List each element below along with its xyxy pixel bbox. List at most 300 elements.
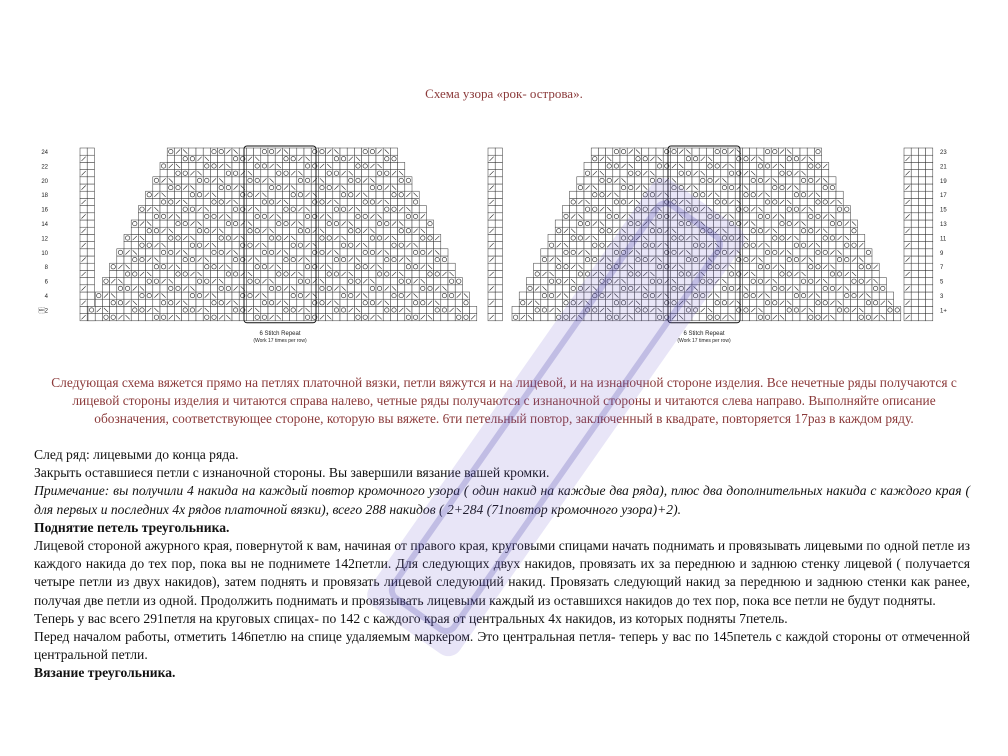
right-pyramid-cell — [591, 198, 598, 205]
right-pyramid-cell — [865, 249, 872, 256]
center-column-cell — [495, 206, 502, 213]
right-pyramid-cell — [512, 306, 519, 313]
left-pyramid-cell — [304, 278, 311, 285]
left-pyramid-cell — [189, 213, 196, 220]
left-pyramid-cell — [398, 278, 405, 285]
left-pyramid-cell — [167, 299, 174, 306]
row-number-left: 12 — [41, 236, 48, 243]
left-pyramid-cell — [182, 314, 189, 321]
left-pyramid-cell — [340, 213, 347, 220]
right-pyramid-cell — [606, 314, 613, 321]
right-pyramid-cell — [584, 242, 591, 249]
left-pyramid-cell — [203, 148, 210, 155]
right-edge-column-cell — [911, 170, 918, 177]
left-pyramid-cell — [196, 198, 203, 205]
left-pyramid-cell — [311, 299, 318, 306]
right-pyramid-cell — [591, 263, 598, 270]
left-pyramid-cell — [218, 198, 225, 205]
right-pyramid-cell — [570, 220, 577, 227]
left-pyramid-cell — [232, 220, 239, 227]
left-pyramid-cell — [326, 242, 333, 249]
left-pyramid-cell — [290, 191, 297, 198]
left-pyramid-cell — [189, 278, 196, 285]
right-pyramid-cell — [771, 198, 778, 205]
right-pyramid-cell — [814, 285, 821, 292]
center-column-cell — [495, 249, 502, 256]
right-edge-column-cell — [918, 198, 925, 205]
right-pyramid-cell — [706, 299, 713, 306]
left-edge-column-cell — [80, 220, 87, 227]
right-pyramid-cell — [577, 191, 584, 198]
right-pyramid-cell — [584, 170, 591, 177]
left-pyramid-cell — [218, 270, 225, 277]
left-pyramid-cell — [268, 299, 275, 306]
right-pyramid-cell — [721, 184, 728, 191]
left-pyramid-cell — [354, 249, 361, 256]
right-pyramid-cell — [670, 256, 677, 263]
left-pyramid-cell — [376, 170, 383, 177]
center-column-cell — [488, 278, 495, 285]
left-pyramid-cell — [167, 184, 174, 191]
left-pyramid-cell — [160, 299, 167, 306]
right-pyramid-cell — [764, 148, 771, 155]
right-pyramid-cell — [721, 148, 728, 155]
left-pyramid-cell — [297, 299, 304, 306]
right-pyramid-cell — [793, 227, 800, 234]
right-pyramid-cell — [735, 191, 742, 198]
left-pyramid-cell — [261, 170, 268, 177]
left-pyramid-cell — [117, 270, 124, 277]
left-pyramid-cell — [225, 155, 232, 162]
left-pyramid-cell — [182, 263, 189, 270]
left-pyramid-cell — [282, 213, 289, 220]
right-pyramid-cell — [598, 242, 605, 249]
left-pyramid-cell — [290, 249, 297, 256]
left-pyramid-cell — [203, 177, 210, 184]
right-pyramid-cell — [584, 162, 591, 169]
left-pyramid-cell — [131, 314, 138, 321]
left-pyramid-cell — [412, 220, 419, 227]
left-pyramid-cell — [138, 314, 145, 321]
left-pyramid-cell — [448, 314, 455, 321]
right-pyramid-cell — [577, 242, 584, 249]
right-pyramid-cell — [721, 285, 728, 292]
left-pyramid-cell — [196, 234, 203, 241]
left-pyramid-cell — [124, 270, 131, 277]
right-pyramid-cell — [663, 148, 670, 155]
right-pyramid-cell — [872, 270, 879, 277]
left-pyramid-cell — [390, 206, 397, 213]
right-pyramid-cell — [656, 184, 663, 191]
left-pyramid-cell — [160, 263, 167, 270]
left-pyramid-cell — [390, 191, 397, 198]
left-pyramid-cell — [254, 234, 261, 241]
left-pyramid-cell — [160, 220, 167, 227]
right-pyramid-cell — [598, 234, 605, 241]
left-pyramid-cell — [362, 220, 369, 227]
right-pyramid-cell — [807, 278, 814, 285]
left-pyramid-cell — [239, 278, 246, 285]
knitting-charts — [0, 140, 1008, 368]
left-pyramid-cell — [146, 213, 153, 220]
left-pyramid-cell — [218, 170, 225, 177]
left-pyramid-cell — [246, 191, 253, 198]
left-pyramid-cell — [160, 285, 167, 292]
left-edge-column-cell — [87, 177, 94, 184]
right-pyramid-cell — [714, 170, 721, 177]
left-pyramid-cell — [239, 198, 246, 205]
left-pyramid-cell — [225, 242, 232, 249]
right-pyramid-cell — [865, 263, 872, 270]
right-pyramid-cell — [750, 184, 757, 191]
right-pyramid-cell — [670, 299, 677, 306]
left-pyramid-cell — [254, 314, 261, 321]
right-pyramid-cell — [735, 306, 742, 313]
right-pyramid-cell — [778, 206, 785, 213]
left-pyramid-cell — [333, 278, 340, 285]
right-pyramid-cell — [685, 155, 692, 162]
right-pyramid-cell — [742, 177, 749, 184]
left-pyramid-cell — [110, 285, 117, 292]
left-pyramid-cell — [210, 234, 217, 241]
right-pyramid-cell — [642, 206, 649, 213]
right-pyramid-cell — [541, 256, 548, 263]
left-pyramid-cell — [376, 234, 383, 241]
left-pyramid-cell — [455, 285, 462, 292]
right-edge-column-cell — [904, 234, 911, 241]
left-pyramid-cell — [210, 206, 217, 213]
right-pyramid-cell — [519, 299, 526, 306]
right-pyramid-cell — [872, 285, 879, 292]
right-pyramid-cell — [858, 263, 865, 270]
right-pyramid-cell — [800, 299, 807, 306]
right-pyramid-cell — [843, 314, 850, 321]
left-pyramid-cell — [167, 206, 174, 213]
right-pyramid-cell — [591, 162, 598, 169]
center-column-cell — [488, 148, 495, 155]
left-pyramid-cell — [239, 191, 246, 198]
right-pyramid-cell — [634, 242, 641, 249]
right-pyramid-cell — [742, 191, 749, 198]
paragraph-stitch-count: Теперь у вас всего 291петля на круговых спицах- по 142 с каждого края от центральных 4х накидов, из которых подняты 7петель. — [34, 610, 788, 626]
right-edge-column-cell — [926, 170, 933, 177]
left-pyramid-cell — [354, 299, 361, 306]
left-pyramid-cell — [153, 198, 160, 205]
left-pyramid-cell — [398, 314, 405, 321]
right-pyramid-cell — [714, 306, 721, 313]
right-pyramid-cell — [800, 213, 807, 220]
right-pyramid-cell — [757, 170, 764, 177]
right-pyramid-cell — [692, 198, 699, 205]
left-pyramid-cell — [390, 148, 397, 155]
left-pyramid-cell — [362, 162, 369, 169]
left-pyramid-cell — [232, 155, 239, 162]
row-number-left: 24 — [41, 150, 48, 156]
left-pyramid-cell — [333, 206, 340, 213]
left-pyramid-cell — [340, 306, 347, 313]
right-pyramid-cell — [692, 242, 699, 249]
left-pyramid-cell — [117, 306, 124, 313]
left-pyramid-cell — [354, 162, 361, 169]
left-pyramid-cell — [290, 306, 297, 313]
right-pyramid-cell — [814, 270, 821, 277]
right-pyramid-cell — [606, 170, 613, 177]
right-pyramid-cell — [692, 191, 699, 198]
right-pyramid-cell — [728, 155, 735, 162]
left-pyramid-cell — [254, 249, 261, 256]
right-pyramid-cell — [670, 206, 677, 213]
left-pyramid-cell — [297, 227, 304, 234]
left-pyramid-cell — [290, 314, 297, 321]
left-pyramid-cell — [419, 285, 426, 292]
left-edge-column-cell — [87, 148, 94, 155]
left-pyramid-cell — [376, 256, 383, 263]
left-pyramid-cell — [434, 256, 441, 263]
left-pyramid-cell — [383, 256, 390, 263]
right-pyramid-cell — [757, 314, 764, 321]
right-edge-column-cell — [918, 191, 925, 198]
right-pyramid-cell — [858, 285, 865, 292]
right-pyramid-cell — [526, 278, 533, 285]
right-pyramid-cell — [735, 263, 742, 270]
right-pyramid-cell — [642, 227, 649, 234]
right-edge-column-cell — [918, 184, 925, 191]
left-pyramid-cell — [196, 299, 203, 306]
right-pyramid-cell — [670, 198, 677, 205]
left-pyramid-cell — [419, 270, 426, 277]
left-pyramid-cell — [131, 270, 138, 277]
left-pyramid-cell — [419, 299, 426, 306]
right-pyramid-cell — [620, 299, 627, 306]
right-pyramid-cell — [771, 191, 778, 198]
left-pyramid-cell — [225, 285, 232, 292]
left-pyramid-cell — [390, 299, 397, 306]
left-pyramid-cell — [405, 285, 412, 292]
left-pyramid-cell — [282, 170, 289, 177]
left-pyramid-cell — [354, 314, 361, 321]
right-edge-column-cell — [911, 191, 918, 198]
left-pyramid-cell — [347, 278, 354, 285]
right-pyramid-cell — [872, 299, 879, 306]
right-edge-column-cell — [926, 213, 933, 220]
left-pyramid-cell — [354, 220, 361, 227]
right-edge-column-cell — [926, 227, 933, 234]
center-column-cell — [488, 191, 495, 198]
right-pyramid-cell — [721, 249, 728, 256]
right-edge-column-cell — [926, 256, 933, 263]
left-pyramid-cell — [131, 242, 138, 249]
right-pyramid-cell — [721, 170, 728, 177]
right-pyramid-cell — [642, 263, 649, 270]
left-pyramid-cell — [354, 234, 361, 241]
left-pyramid-cell — [362, 198, 369, 205]
left-pyramid-cell — [297, 198, 304, 205]
right-pyramid-cell — [656, 220, 663, 227]
right-edge-column-cell — [926, 299, 933, 306]
right-pyramid-cell — [562, 306, 569, 313]
right-pyramid-cell — [800, 249, 807, 256]
right-pyramid-cell — [757, 234, 764, 241]
left-pyramid-cell — [268, 285, 275, 292]
left-pyramid-cell — [369, 292, 376, 299]
right-pyramid-cell — [692, 177, 699, 184]
right-pyramid-cell — [685, 177, 692, 184]
right-pyramid-cell — [685, 314, 692, 321]
left-pyramid-cell — [376, 155, 383, 162]
right-pyramid-cell — [685, 292, 692, 299]
left-pyramid-cell — [124, 278, 131, 285]
left-pyramid-cell — [362, 234, 369, 241]
right-pyramid-cell — [548, 234, 555, 241]
left-pyramid-cell — [441, 314, 448, 321]
left-pyramid-cell — [311, 263, 318, 270]
right-pyramid-cell — [656, 148, 663, 155]
right-pyramid-cell — [670, 155, 677, 162]
right-pyramid-cell — [656, 263, 663, 270]
left-pyramid-cell — [434, 263, 441, 270]
left-pyramid-cell — [261, 198, 268, 205]
right-pyramid-cell — [555, 263, 562, 270]
center-column-cell — [495, 155, 502, 162]
right-pyramid-cell — [613, 256, 620, 263]
right-edge-column-cell — [926, 306, 933, 313]
right-pyramid-cell — [721, 270, 728, 277]
right-pyramid-cell — [598, 177, 605, 184]
left-pyramid-cell — [369, 270, 376, 277]
right-pyramid-cell — [829, 234, 836, 241]
left-pyramid-cell — [117, 292, 124, 299]
right-pyramid-cell — [685, 242, 692, 249]
right-pyramid-cell — [526, 292, 533, 299]
right-pyramid-cell — [598, 263, 605, 270]
right-pyramid-cell — [728, 170, 735, 177]
right-pyramid-cell — [858, 249, 865, 256]
right-pyramid-cell — [541, 299, 548, 306]
left-pyramid-cell — [282, 177, 289, 184]
right-edge-column-cell — [904, 177, 911, 184]
right-pyramid-cell — [692, 278, 699, 285]
left-pyramid-cell — [160, 314, 167, 321]
right-pyramid-cell — [858, 314, 865, 321]
right-pyramid-cell — [865, 256, 872, 263]
right-edge-column-cell — [904, 220, 911, 227]
left-pyramid-cell — [290, 213, 297, 220]
paragraph-bind-off: Закрыть оставшиеся петли с изнаночной стороны. Вы завершили вязание вашей кромки. — [34, 465, 550, 481]
right-pyramid-cell — [562, 234, 569, 241]
left-pyramid-cell — [390, 314, 397, 321]
left-pyramid-cell — [390, 306, 397, 313]
right-pyramid-cell — [786, 220, 793, 227]
left-pyramid-cell — [297, 278, 304, 285]
right-pyramid-cell — [728, 292, 735, 299]
left-pyramid-cell — [117, 285, 124, 292]
left-pyramid-cell — [246, 234, 253, 241]
right-pyramid-cell — [757, 299, 764, 306]
center-column-cell — [495, 162, 502, 169]
right-pyramid-cell — [570, 198, 577, 205]
right-pyramid-cell — [786, 177, 793, 184]
right-pyramid-cell — [793, 213, 800, 220]
right-pyramid-cell — [858, 270, 865, 277]
left-pyramid-cell — [398, 227, 405, 234]
left-pyramid-cell — [196, 285, 203, 292]
left-pyramid-cell — [225, 191, 232, 198]
right-pyramid-cell — [721, 206, 728, 213]
row-number-left: 14 — [41, 222, 48, 228]
left-pyramid-cell — [311, 184, 318, 191]
right-edge-column-cell — [926, 270, 933, 277]
left-pyramid-cell — [326, 206, 333, 213]
right-pyramid-cell — [706, 249, 713, 256]
right-edge-column-cell — [918, 314, 925, 321]
right-pyramid-cell — [757, 270, 764, 277]
left-pyramid-cell — [218, 299, 225, 306]
left-pyramid-cell — [333, 220, 340, 227]
right-pyramid-cell — [872, 306, 879, 313]
right-pyramid-cell — [519, 292, 526, 299]
right-pyramid-cell — [771, 256, 778, 263]
right-edge-column-cell — [911, 299, 918, 306]
left-pyramid-cell — [390, 249, 397, 256]
left-pyramid-cell — [268, 170, 275, 177]
left-pyramid-cell — [405, 227, 412, 234]
right-pyramid-cell — [663, 198, 670, 205]
left-pyramid-cell — [261, 249, 268, 256]
left-pyramid-cell — [174, 306, 181, 313]
right-edge-column-cell — [911, 177, 918, 184]
right-pyramid-cell — [591, 306, 598, 313]
right-pyramid-cell — [656, 285, 663, 292]
right-pyramid-cell — [843, 213, 850, 220]
right-pyramid-cell — [562, 285, 569, 292]
left-pyramid-cell — [376, 206, 383, 213]
left-pyramid-cell — [210, 314, 217, 321]
left-pyramid-cell — [196, 242, 203, 249]
left-pyramid-cell — [441, 278, 448, 285]
left-pyramid-cell — [311, 270, 318, 277]
right-pyramid-cell — [750, 227, 757, 234]
right-pyramid-cell — [620, 242, 627, 249]
right-pyramid-cell — [843, 206, 850, 213]
right-edge-column-cell — [904, 292, 911, 299]
right-pyramid-cell — [728, 256, 735, 263]
left-pyramid-cell — [347, 249, 354, 256]
right-pyramid-cell — [649, 249, 656, 256]
right-pyramid-cell — [634, 263, 641, 270]
left-pyramid-cell — [246, 242, 253, 249]
left-pyramid-cell — [268, 184, 275, 191]
right-pyramid-cell — [555, 227, 562, 234]
left-pyramid-cell — [167, 170, 174, 177]
right-pyramid-cell — [742, 314, 749, 321]
left-pyramid-cell — [174, 256, 181, 263]
left-pyramid-cell — [326, 155, 333, 162]
left-pyramid-cell — [412, 206, 419, 213]
left-pyramid-cell — [333, 170, 340, 177]
right-pyramid-cell — [598, 292, 605, 299]
right-pyramid-cell — [786, 155, 793, 162]
right-pyramid-cell — [742, 292, 749, 299]
right-edge-column-cell — [926, 155, 933, 162]
right-pyramid-cell — [793, 299, 800, 306]
paragraph-note: Примечание: вы получили 4 накида на каждый повтор кромочного узора ( один накид на каждые два ряда), плюс два дополнительных накида с каждого края ( для первых и последних 4х рядов платочной вязки), всего 288 накидов ( 2+284 (71повтор кромочного узора)+2). — [34, 483, 970, 517]
right-pyramid-cell — [814, 220, 821, 227]
left-pyramid-cell — [290, 292, 297, 299]
right-pyramid-cell — [699, 184, 706, 191]
left-pyramid-cell — [340, 263, 347, 270]
right-edge-column-cell — [911, 213, 918, 220]
right-pyramid-cell — [541, 306, 548, 313]
